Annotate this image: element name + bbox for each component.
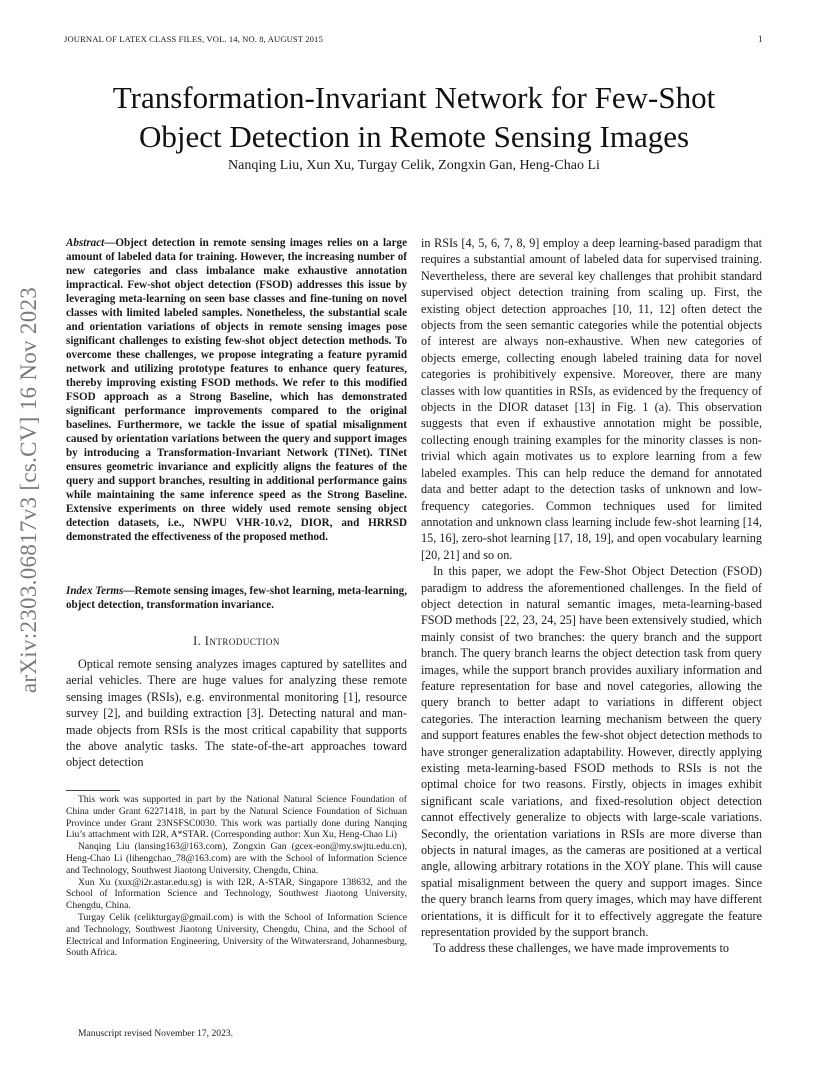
abstract-text: —Object detection in remote sensing images relies on a large amount of labeled data for training. However, the increasing number of new categories and class imbalance make exhaustive annotation impractical. Few-shot object detection (FSOD) addresses this issue by leveraging meta-learning on seen base classes and fine-tuning on novel classes with limited labeled samples. Nonetheless, the substantial scale and orientation variations of objects in remote sensing images pose significant challenges to existing few-shot object detection methods. To overcome these challenges, we propose integrating a feature pyramid network and utilizing prototype features to enhance query features, thereby improving existing FSOD methods. We refer to this modified FSOD approach as a Strong Baseline, which has demonstrated significant performance improvements compared to the original baselines. Furthermore, we tackle the issue of spatial misalignment caused by orientation variations between the query and support images by introducing a Transformation-Invariant Network (TINet). TINet ensures geometric invariance and explicitly aligns the features of the query and support branches, resulting in additional performance gains while maintaining the same inference speed as the Strong Baseline. Extensive experiments on three widely used remote sensing object detection datasets, i.e., NWPU VHR-10.v2, DIOR, and HRRSD demonstrated the effectiveness of the proposed method.: [66, 237, 407, 543]
section-heading: [66, 634, 407, 649]
body-paragraph-1: [421, 235, 762, 957]
arxiv-sidebar: [14, 280, 44, 700]
abstract: [66, 236, 407, 544]
body-text-3: To address these challenges, we have made improvements to: [433, 941, 729, 956]
intro-paragraph: [66, 656, 407, 771]
footnote-authors-1: Nanqing Liu (lansing163@163.com), Zongxin Gan (gcex-eon@my.swjtu.edu.cn), Heng-Chao Li (lihengchao_78@163.com) are with the School of Information Science and Technology, Southwest Jiaotong University, Chengdu, China.: [66, 841, 407, 876]
body-text-1: in RSIs [4, 5, 6, 7, 8, 9] employ a deep learning-based paradigm that requires a substantial amount of labeled data for supervised training. Nevertheless, there are several key challenges that prohibit standard supervised object detection training from scaling up. First, the existing object detection approaches [10, 11, 12] often detect the objects from the seen semantic categories while the potential objects of interest are always non-exhaustive. When new categories of objects emerge, collecting enough labeled training data for novel categories is prohibitively expensive. Moreover, there are many classes with low quantities in RSIs, as evidenced by the frequency of objects in the DIOR dataset [13] in Fig. 1 (a). This observation suggests that even if exhaustive annotation might be possible, collecting enough training examples for the minority classes is non-trivial which again motivates us to explore learning from a few labeled examples. This can help reduce the demand for annotated data and better adapt to the detection tasks of unknown and low-frequency categories. Common techniques used for limited annotation and unknown class learning include few-shot learning [14, 15, 16], zero-shot learning [17, 18, 19], and open vocabulary learning [20, 21] and so on.: [421, 236, 762, 562]
index-terms-text: —Remote sensing images, few-shot learning, meta-learning, object detection, transformation invariance.: [66, 585, 407, 611]
footnote-rule: [66, 790, 120, 791]
paper-title: Transformation-Invariant Network for Few-Shot Object Detection in Remote Sensing Images: [112, 80, 716, 154]
footnotes: [66, 794, 407, 959]
manuscript-note: Manuscript revised November 17, 2023.: [78, 1028, 234, 1039]
body-text-2: In this paper, we adopt the Few-Shot Object Detection (FSOD) paradigm to address the aforementioned challenges. In the field of object detection in natural semantic images, meta-learning-based FSOD methods [22, 23, 24, 25] have been extensively studied, which mainly consist of two branches: the query branch and the support branch. The query branch learns the object detection task from query images, while the support branch provides auxiliary information and feature representation for base and novel categories, allowing the query branch to better adapt to variations in different object categories. The interaction learning mechanism between the query and support features enables the few-shot object detection methods to have stronger generalization adaptability. However, directly applying existing meta-learning-based FSOD methods to RSIs is not the optimal choice for two reasons. Firstly, objects in images exhibit significant scale variations, and fixed-resolution object detection cannot effectively generalize to objects with large-scale variations. Secondly, the orientation variations in RSIs are more diverse than objects in natural images, as the cameras are positioned at a vertical angle, allowing arbitrary rotations in the XOY plane. This will cause spatial misalignment between the query and support images. Since the query branch learns from query images, which may have different orientations, it is difficult for it to effectively aggregate the feature representation provided by the support branch.: [421, 564, 762, 940]
section-title: Introduction: [204, 634, 280, 648]
index-terms-label: Index Terms: [66, 585, 124, 597]
intro-text: Optical remote sensing analyzes images captured by satellites and aerial vehicles. There are huge values for analyzing these remote sensing images (RSIs), e.g. environmental monitoring [1], resource survey [2], and building extraction [3]. Detecting natural and man-made objects from RSIs is the most critical capability that supports the above analytic tasks. The state-of-the-art approaches toward object detection: [66, 657, 407, 770]
footnote-authors-2: Xun Xu (xux@i2r.astar.edu.sg) is with I2R, A-STAR, Singapore 138632, and the School of Information Science and Technology, Southwest Jiaotong University, Chengdu, China.: [66, 876, 407, 912]
author-list: Nanqing Liu, Xun Xu, Turgay Celik, Zongxin Gan, Heng-Chao Li: [228, 158, 600, 173]
page-number: 1: [758, 34, 763, 44]
running-head: JOURNAL OF LATEX CLASS FILES, VOL. 14, NO. 8, AUGUST 2015: [64, 34, 323, 44]
footnote-authors-3: Turgay Celik (celikturgay@gmail.com) is with the School of Information Science and Technology, Southwest Jiaotong University, Chengdu, China, and the School of Electrical and Information Engineering, University of the Witwatersrand, Johannesburg, South Africa.: [66, 911, 407, 959]
section-number: I.: [193, 634, 202, 648]
footnote-funding: This work was supported in part by the National Natural Science Foundation of China under Grant 62271418, in part by the Natural Science Foundation of Sichuan Province under Grant 23NSFSC0030. This work was partially done during Nanqing Liu’s attachment with I2R, A*STAR. (Corresponding author: Xun Xu, Heng-Chao Li): [66, 794, 407, 841]
index-terms: [66, 584, 407, 612]
abstract-label: Abstract: [66, 237, 105, 249]
arxiv-id: arXiv:2303.06817v3 [cs.CV] 16 Nov 2023: [16, 286, 41, 694]
